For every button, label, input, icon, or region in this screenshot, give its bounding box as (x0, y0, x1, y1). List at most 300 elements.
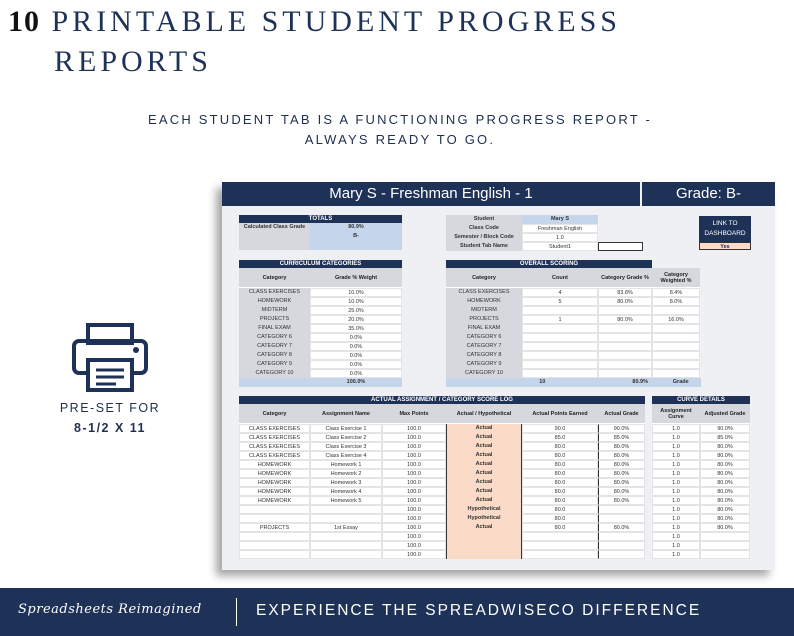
log-earned-cell[interactable]: 80.0 (522, 487, 598, 496)
table-row (239, 523, 645, 532)
curve-col-adjusted: Adjusted Grade (700, 404, 750, 424)
subtitle-line1: EACH STUDENT TAB IS A FUNCTIONING PROGRESS REPORT - (148, 112, 652, 127)
printer-icon (70, 322, 150, 392)
log-assignment-cell[interactable] (310, 550, 382, 559)
curriculum-total-label (239, 378, 310, 387)
table-row (239, 424, 645, 433)
log-max-cell[interactable]: 100.0 (382, 550, 446, 559)
log-assignment-cell[interactable]: Class Exercise 1 (310, 424, 382, 433)
log-max-cell[interactable]: 100.0 (382, 478, 446, 487)
log-assignment-cell[interactable]: Homework 2 (310, 469, 382, 478)
curve-row (652, 487, 750, 496)
overall-grade-cell (598, 351, 652, 360)
log-earned-cell[interactable]: 80.0 (522, 478, 598, 487)
footer-brand: Spreadsheets Reimagined (18, 602, 202, 617)
curve-value-cell[interactable]: 1.0 (652, 433, 700, 442)
log-actual-hyp-cell[interactable] (446, 532, 522, 541)
link-to-dashboard-button[interactable]: LINK TO DASHBOARD (699, 216, 751, 242)
log-assignment-cell[interactable] (310, 514, 382, 523)
curve-row (652, 442, 750, 451)
overall-row (446, 351, 701, 360)
overall-category-cell: PROJECTS (446, 315, 522, 324)
overall-weighted-cell: 8.4% (652, 288, 700, 297)
adjusted-grade-cell: 80.0% (700, 460, 750, 469)
curve-value-cell[interactable]: 1.0 (652, 523, 700, 532)
overall-row (446, 369, 701, 378)
curriculum-row (239, 315, 402, 324)
curve-value-cell[interactable]: 1.0 (652, 487, 700, 496)
curve-row (652, 469, 750, 478)
log-grade-cell: 80.0% (598, 460, 645, 469)
table-row (239, 487, 645, 496)
curriculum-category-cell: MIDTERM (239, 306, 310, 315)
overall-count-cell (522, 333, 598, 342)
curriculum-category-cell: HOMEWORK (239, 297, 310, 306)
curriculum-category-cell: CATEGORY 7 (239, 342, 310, 351)
overall-count-cell: 5 (522, 297, 598, 306)
curve-value-cell[interactable]: 1.0 (652, 532, 700, 541)
overall-category-cell: CATEGORY 9 (446, 360, 522, 369)
curve-row (652, 424, 750, 433)
curriculum-col-weight: Grade % Weight (310, 268, 402, 288)
footer-banner (0, 588, 794, 636)
hero-title (8, 2, 648, 82)
log-grade-cell: 80.0% (598, 487, 645, 496)
curve-row (652, 505, 750, 514)
log-actual-hyp-cell[interactable]: Actual (446, 496, 522, 505)
calc-grade-label: Calculated Class Grade (239, 223, 310, 232)
adjusted-grade-cell (700, 541, 750, 550)
overall-count-cell (522, 324, 598, 333)
adjusted-grade-cell: 80.0% (700, 451, 750, 460)
curriculum-category-cell: CATEGORY 6 (239, 333, 310, 342)
log-grade-cell: 80.0% (598, 451, 645, 460)
log-earned-cell[interactable]: 80.0 (522, 451, 598, 460)
curriculum-total: 100.0% (310, 378, 402, 387)
log-grade-cell (598, 550, 645, 559)
log-assignment-cell[interactable]: Homework 5 (310, 496, 382, 505)
overall-total-blank (574, 378, 620, 387)
log-assignment-cell[interactable] (310, 532, 382, 541)
log-actual-hyp-cell[interactable]: Actual (446, 424, 522, 433)
log-grade-cell: 80.0% (598, 469, 645, 478)
log-category-cell[interactable]: HOMEWORK (239, 496, 310, 505)
log-col-max: Max Points (382, 404, 446, 424)
student-label: Student (446, 215, 522, 224)
table-row (239, 469, 645, 478)
log-grade-cell: 80.0% (598, 523, 645, 532)
log-grade-cell: 80.0% (598, 442, 645, 451)
curriculum-category-cell: CATEGORY 10 (239, 369, 310, 378)
log-earned-cell[interactable]: 80.0 (522, 442, 598, 451)
log-assignment-cell[interactable]: Homework 4 (310, 487, 382, 496)
overall-grade-cell (598, 360, 652, 369)
log-grade-cell (598, 514, 645, 523)
overall-category-cell: HOMEWORK (446, 297, 522, 306)
overall-row (446, 342, 701, 351)
subtitle (120, 110, 680, 150)
log-assignment-cell[interactable]: Homework 3 (310, 478, 382, 487)
log-category-cell[interactable]: CLASS EXERCISES (239, 451, 310, 460)
overall-count-cell (522, 369, 598, 378)
log-category-cell[interactable]: CLASS EXERCISES (239, 433, 310, 442)
curve-value-cell[interactable]: 1.0 (652, 514, 700, 523)
class-code-value: Freshman English (522, 224, 598, 233)
log-actual-hyp-cell[interactable]: Actual (446, 451, 522, 460)
curve-col-curve: Assignment Curve (652, 404, 700, 424)
overall-category-cell: CATEGORY 10 (446, 369, 522, 378)
curriculum-category-cell: CATEGORY 9 (239, 360, 310, 369)
sheet-grade: Grade: B- (675, 185, 742, 202)
table-row (239, 451, 645, 460)
overall-scoring-block (446, 260, 701, 387)
calc-grade-value: 80.9% (310, 223, 402, 232)
adjusted-grade-cell (700, 550, 750, 559)
adjusted-grade-cell: 80.0% (700, 487, 750, 496)
curve-row (652, 550, 750, 559)
overall-weighted-cell (652, 360, 700, 369)
overall-row (446, 306, 701, 315)
log-earned-cell[interactable] (522, 541, 598, 550)
overall-grade-cell (598, 342, 652, 351)
log-category-cell[interactable]: HOMEWORK (239, 460, 310, 469)
overall-weighted-cell (652, 333, 700, 342)
overall-count-cell (522, 360, 598, 369)
student-value: Mary S (522, 215, 598, 224)
curriculum-row (239, 351, 402, 360)
log-assignment-cell[interactable]: Class Exercise 4 (310, 451, 382, 460)
tab-name-check[interactable] (598, 242, 643, 251)
curve-header: CURVE DETAILS (652, 396, 750, 404)
totals-header: TOTALS (239, 215, 402, 223)
table-row (239, 460, 645, 469)
log-max-cell[interactable]: 100.0 (382, 442, 446, 451)
adjusted-grade-cell: 80.0% (700, 442, 750, 451)
preset-line2: 8-1/2 X 11 (74, 421, 146, 435)
sheet-header (222, 182, 775, 206)
log-category-cell[interactable]: PROJECTS (239, 523, 310, 532)
log-grade-cell (598, 505, 645, 514)
curve-value-cell[interactable]: 1.0 (652, 550, 700, 559)
adjusted-grade-cell: 80.0% (700, 496, 750, 505)
curriculum-row (239, 360, 402, 369)
curve-value-cell[interactable]: 1.0 (652, 460, 700, 469)
overall-category-cell: CATEGORY 6 (446, 333, 522, 342)
curriculum-category-cell: CLASS EXERCISES (239, 288, 310, 297)
curriculum-row (239, 333, 402, 342)
overall-total-grade: 80.9% (620, 378, 661, 387)
overall-row (446, 324, 701, 333)
log-actual-hyp-cell[interactable]: Actual (446, 433, 522, 442)
log-grade-cell: 90.0% (598, 424, 645, 433)
dashboard-yes-value[interactable]: Yes (699, 242, 751, 250)
overall-category-cell: FINAL EXAM (446, 324, 522, 333)
curriculum-category-cell: PROJECTS (239, 315, 310, 324)
curriculum-weight-cell[interactable]: 20.0% (310, 315, 402, 324)
log-assignment-cell[interactable] (310, 541, 382, 550)
overall-weighted-cell (652, 306, 700, 315)
curve-row (652, 460, 750, 469)
curve-row (652, 514, 750, 523)
log-category-cell[interactable] (239, 505, 310, 514)
log-actual-hyp-cell[interactable] (446, 550, 522, 559)
overall-total-count: 10 (510, 378, 574, 387)
adjusted-grade-cell: 90.0% (700, 424, 750, 433)
semester-label: Semester / Block Code (446, 233, 522, 242)
curriculum-header: CURRICULUM CATEGORIES (239, 260, 402, 268)
curriculum-block (239, 260, 402, 387)
log-max-cell[interactable]: 100.0 (382, 451, 446, 460)
curve-row (652, 541, 750, 550)
curve-row (652, 496, 750, 505)
log-earned-cell[interactable] (522, 532, 598, 541)
overall-row (446, 360, 701, 369)
adjusted-grade-cell: 80.0% (700, 523, 750, 532)
log-assignment-cell[interactable]: 1st Essay (310, 523, 382, 532)
table-row (239, 442, 645, 451)
sheet-title: Mary S - Freshman English - 1 (329, 185, 533, 202)
log-actual-hyp-cell[interactable]: Actual (446, 478, 522, 487)
score-log-rows (239, 424, 645, 559)
log-grade-cell (598, 541, 645, 550)
log-category-cell[interactable]: HOMEWORK (239, 487, 310, 496)
log-grade-cell: 85.0% (598, 433, 645, 442)
log-category-cell[interactable] (239, 532, 310, 541)
curriculum-weight-cell[interactable]: 0.0% (310, 369, 402, 378)
log-col-actual-hyp: Actual / Hypothetical (446, 404, 522, 424)
overall-col-count: Count (522, 268, 598, 288)
totals-block (239, 215, 402, 250)
class-code-label: Class Code (446, 224, 522, 233)
overall-count-cell (522, 342, 598, 351)
log-earned-cell[interactable]: 90.0 (522, 424, 598, 433)
subtitle-line2: ALWAYS READY TO GO. (304, 132, 496, 147)
overall-category-cell: MIDTERM (446, 306, 522, 315)
adjusted-grade-cell: 85.0% (700, 433, 750, 442)
tab-name-label: Student Tab Name (446, 242, 522, 251)
curve-value-cell[interactable]: 1.0 (652, 505, 700, 514)
overall-weighted-cell (652, 342, 700, 351)
curve-row (652, 451, 750, 460)
overall-col-grade: Category Grade % (598, 268, 652, 288)
log-actual-hyp-cell[interactable]: Actual (446, 460, 522, 469)
preset-line1: PRE-SET FOR (59, 401, 161, 415)
overall-row (446, 288, 701, 297)
curriculum-row (239, 342, 402, 351)
log-actual-hyp-cell[interactable] (446, 541, 522, 550)
adjusted-grade-cell: 80.0% (700, 469, 750, 478)
tab-name-value: Student1 (522, 242, 598, 251)
progress-report-sheet (222, 182, 775, 570)
curve-value-cell[interactable]: 1.0 (652, 424, 700, 433)
curve-value-cell[interactable]: 1.0 (652, 496, 700, 505)
table-row (239, 532, 645, 541)
adjusted-grade-cell: 80.0% (700, 505, 750, 514)
curriculum-col-category: Category (239, 268, 310, 288)
log-max-cell[interactable]: 100.0 (382, 433, 446, 442)
table-row (239, 433, 645, 442)
curriculum-weight-cell[interactable]: 35.0% (310, 324, 402, 333)
log-actual-hyp-cell[interactable]: Hypothetical (446, 505, 522, 514)
score-log-block (239, 396, 645, 559)
curve-value-cell[interactable]: 1.0 (652, 541, 700, 550)
log-actual-hyp-cell[interactable]: Actual (446, 442, 522, 451)
curriculum-category-cell: FINAL EXAM (239, 324, 310, 333)
student-info-block (446, 215, 643, 251)
preset-label (40, 398, 180, 438)
curriculum-weight-cell[interactable]: 0.0% (310, 333, 402, 342)
curve-row (652, 523, 750, 532)
log-earned-cell[interactable]: 85.0 (522, 433, 598, 442)
curriculum-weight-cell[interactable]: 10.0% (310, 288, 402, 297)
log-earned-cell[interactable]: 80.0 (522, 460, 598, 469)
log-max-cell[interactable]: 100.0 (382, 496, 446, 505)
log-max-cell[interactable]: 100.0 (382, 469, 446, 478)
log-max-cell[interactable]: 100.0 (382, 514, 446, 523)
letter-grade-label (239, 232, 310, 241)
footer-divider (236, 598, 237, 626)
curve-value-cell[interactable]: 1.0 (652, 442, 700, 451)
overall-weighted-cell: 8.0% (652, 297, 700, 306)
overall-grade-cell: 80.0% (598, 297, 652, 306)
log-assignment-cell[interactable] (310, 505, 382, 514)
log-category-cell[interactable] (239, 541, 310, 550)
overall-total-label (446, 378, 510, 387)
curve-row (652, 433, 750, 442)
curriculum-row (239, 306, 402, 315)
log-actual-hyp-cell[interactable]: Hypothetical (446, 514, 522, 523)
overall-category-cell: CATEGORY 7 (446, 342, 522, 351)
log-category-cell[interactable]: CLASS EXERCISES (239, 442, 310, 451)
table-row (239, 505, 645, 514)
curriculum-weight-cell[interactable]: 10.0% (310, 297, 402, 306)
overall-category-cell: CLASS EXERCISES (446, 288, 522, 297)
overall-count-cell: 1 (522, 315, 598, 324)
log-grade-cell: 80.0% (598, 496, 645, 505)
overall-grade-cell (598, 306, 652, 315)
log-max-cell[interactable]: 100.0 (382, 460, 446, 469)
log-grade-cell: 80.0% (598, 478, 645, 487)
adjusted-grade-cell: 80.0% (700, 514, 750, 523)
log-max-cell[interactable]: 100.0 (382, 541, 446, 550)
log-earned-cell[interactable]: 80.0 (522, 505, 598, 514)
overall-grade-cell (598, 324, 652, 333)
hero-title-line1: PRINTABLE STUDENT PROGRESS (51, 5, 621, 38)
footer-tagline: EXPERIENCE THE SPREADWISECO DIFFERENCE (256, 602, 702, 619)
overall-row (446, 315, 701, 324)
overall-total-grade-label: Grade (660, 378, 701, 387)
log-category-cell[interactable]: HOMEWORK (239, 469, 310, 478)
semester-value: 1.0 (522, 233, 598, 242)
log-assignment-cell[interactable]: Class Exercise 2 (310, 433, 382, 442)
curriculum-weight-cell[interactable]: 0.0% (310, 360, 402, 369)
overall-count-cell (522, 306, 598, 315)
overall-grade-cell (598, 333, 652, 342)
overall-col-weighted: Category Weighted % (652, 268, 700, 288)
log-actual-hyp-cell[interactable]: Actual (446, 487, 522, 496)
log-col-category: Category (239, 404, 310, 424)
totals-blank-label (239, 241, 310, 250)
overall-category-cell: CATEGORY 8 (446, 351, 522, 360)
overall-grade-cell: 80.0% (598, 315, 652, 324)
overall-grade-cell (598, 369, 652, 378)
curve-value-cell[interactable]: 1.0 (652, 469, 700, 478)
curve-row (652, 478, 750, 487)
overall-row (446, 333, 701, 342)
log-col-assignment: Assignment Name (310, 404, 382, 424)
log-max-cell[interactable]: 100.0 (382, 487, 446, 496)
curriculum-category-cell: CATEGORY 8 (239, 351, 310, 360)
curriculum-rows (239, 288, 402, 378)
log-max-cell[interactable]: 100.0 (382, 523, 446, 532)
overall-count-cell: 4 (522, 288, 598, 297)
curriculum-weight-cell[interactable]: 0.0% (310, 342, 402, 351)
table-row (239, 541, 645, 550)
log-actual-hyp-cell[interactable]: Actual (446, 523, 522, 532)
overall-rows (446, 288, 701, 378)
log-category-cell[interactable] (239, 550, 310, 559)
overall-count-cell (522, 351, 598, 360)
table-row (239, 478, 645, 487)
log-earned-cell[interactable]: 80.0 (522, 469, 598, 478)
hero-number: 10 (8, 5, 40, 38)
overall-weighted-cell (652, 324, 700, 333)
letter-grade-value: B- (310, 232, 402, 241)
curriculum-weight-cell[interactable]: 0.0% (310, 351, 402, 360)
curve-value-cell[interactable]: 1.0 (652, 478, 700, 487)
adjusted-grade-cell (700, 532, 750, 541)
log-earned-cell[interactable] (522, 550, 598, 559)
curve-value-cell[interactable]: 1.0 (652, 451, 700, 460)
overall-col-category: Category (446, 268, 522, 288)
log-actual-hyp-cell[interactable]: Actual (446, 469, 522, 478)
log-max-cell[interactable]: 100.0 (382, 532, 446, 541)
table-row (239, 550, 645, 559)
log-max-cell[interactable]: 100.0 (382, 424, 446, 433)
curve-row (652, 532, 750, 541)
curriculum-row (239, 288, 402, 297)
curriculum-row (239, 369, 402, 378)
table-row (239, 496, 645, 505)
overall-weighted-cell (652, 369, 700, 378)
curriculum-row (239, 297, 402, 306)
curve-block (652, 396, 750, 559)
curve-rows (652, 424, 750, 559)
log-assignment-cell[interactable]: Homework 1 (310, 460, 382, 469)
curriculum-weight-cell[interactable]: 25.0% (310, 306, 402, 315)
score-log-header: ACTUAL ASSIGNMENT / CATEGORY SCORE LOG (239, 396, 645, 404)
log-assignment-cell[interactable]: Class Exercise 3 (310, 442, 382, 451)
curriculum-row (239, 324, 402, 333)
adjusted-grade-cell: 80.0% (700, 478, 750, 487)
overall-header: OVERALL SCORING (446, 260, 652, 268)
log-col-earned: Actual Points Earned (522, 404, 598, 424)
log-category-cell[interactable] (239, 514, 310, 523)
log-max-cell[interactable]: 100.0 (382, 505, 446, 514)
overall-grade-cell: 83.8% (598, 288, 652, 297)
overall-weighted-cell (652, 351, 700, 360)
hero-title-line2: REPORTS (54, 45, 212, 78)
log-category-cell[interactable]: HOMEWORK (239, 478, 310, 487)
overall-weighted-cell: 16.0% (652, 315, 700, 324)
table-row (239, 514, 645, 523)
log-earned-cell[interactable]: 80.0 (522, 496, 598, 505)
log-grade-cell (598, 532, 645, 541)
log-earned-cell[interactable]: 80.0 (522, 514, 598, 523)
log-earned-cell[interactable]: 80.0 (522, 523, 598, 532)
log-category-cell[interactable]: CLASS EXERCISES (239, 424, 310, 433)
overall-row (446, 297, 701, 306)
